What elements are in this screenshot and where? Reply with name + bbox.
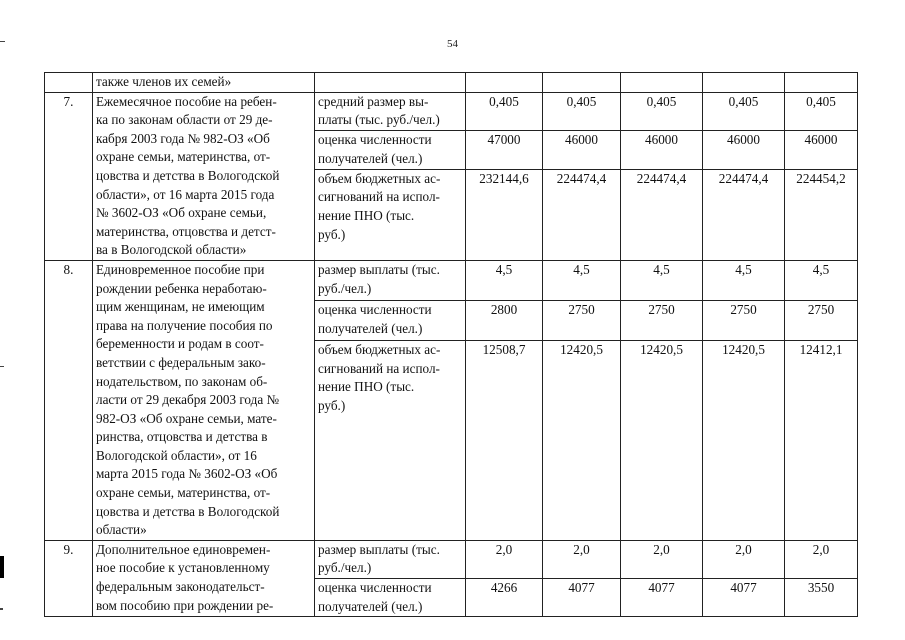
- benefit-name-line: 982-ОЗ «Об охране семьи, мате-: [96, 410, 277, 426]
- indicator-line: получателей (чел.): [318, 150, 423, 166]
- value-cell: 47000: [466, 131, 543, 170]
- value-cell: 12412,1: [785, 341, 858, 541]
- indicator-line: оценка численности: [318, 580, 432, 596]
- value-cell: 2,0: [621, 540, 703, 578]
- table-body: [45, 73, 858, 617]
- indicator-line: объем бюджетных ас-: [318, 342, 441, 358]
- value-cell: 224474,4: [703, 169, 785, 260]
- benefit-name-line: Единовременное пособие при: [96, 261, 265, 277]
- benefit-name-line: охране семьи, материнства, от-: [96, 149, 271, 165]
- indicator-line: руб.): [318, 226, 346, 242]
- benefit-name-line: нодательством, по законам об-: [96, 373, 268, 389]
- indicator-cell: [315, 73, 466, 93]
- benefit-name-line: кабря 2003 года № 982-ОЗ «Об: [96, 130, 270, 146]
- benefit-name-line: ва в Вологодской области»: [96, 242, 247, 258]
- indicator-line: сигнований на испол-: [318, 189, 440, 205]
- benefit-name-line: права на получение пособия по: [96, 317, 273, 333]
- benefit-name-line: охране семьи, материнства, от-: [96, 485, 271, 501]
- benefit-name-line: области»: [96, 522, 147, 538]
- benefit-name-line: щим женщинам, не имеющим: [96, 299, 265, 315]
- value-cell: 4,5: [543, 260, 621, 300]
- value-cell: 0,405: [543, 92, 621, 131]
- value-cell: 46000: [703, 131, 785, 170]
- benefit-name-cell: также членов их семей»: [93, 73, 315, 93]
- value-cell: [703, 73, 785, 93]
- indicator-cell: [315, 169, 466, 260]
- indicator-line: сигнований на испол-: [318, 360, 440, 376]
- value-cell: 4,5: [621, 260, 703, 300]
- value-cell: 2,0: [543, 540, 621, 578]
- value-cell: 2,0: [466, 540, 543, 578]
- benefit-name-cell: [93, 540, 315, 616]
- value-cell: 224474,4: [543, 169, 621, 260]
- benefit-name-line: ласти от 29 декабря 2003 года №: [96, 392, 280, 408]
- indicator-line: руб.): [318, 397, 346, 413]
- value-cell: 224454,2: [785, 169, 858, 260]
- value-cell: [466, 73, 543, 93]
- indicator-line: оценка численности: [318, 132, 432, 148]
- value-cell: 2,0: [785, 540, 858, 578]
- table-row: [45, 540, 858, 578]
- indicator-line: нение ПНО (тыс.: [318, 208, 415, 224]
- number-cell: [45, 73, 93, 93]
- indicator-cell: [315, 260, 466, 300]
- value-cell: 4266: [466, 579, 543, 617]
- indicator-cell: [315, 92, 466, 131]
- indicator-line: нение ПНО (тыс.: [318, 379, 415, 395]
- indicator-cell: [315, 131, 466, 170]
- benefit-name-line: Ежемесячное пособие на ребен-: [96, 93, 277, 109]
- indicator-line: платы (тыс. руб./чел.): [318, 112, 440, 128]
- value-cell: [785, 73, 858, 93]
- indicator-line: размер выплаты (тыс.: [318, 541, 440, 557]
- value-cell: 2800: [466, 301, 543, 341]
- value-cell: 4077: [621, 579, 703, 617]
- benefit-name-line: ка по законам области от 29 де-: [96, 112, 273, 128]
- benefit-name-line: материнства, отцовства и детст-: [96, 223, 276, 239]
- benefit-name-line: цовства и детства в Вологодской: [96, 167, 280, 183]
- benefit-name-line: области», от 16 марта 2015 года: [96, 186, 275, 202]
- value-cell: 0,405: [466, 92, 543, 131]
- value-cell: 4,5: [703, 260, 785, 300]
- benefit-name-line: рождении ребенка неработаю-: [96, 280, 267, 296]
- indicator-line: оценка численности: [318, 302, 432, 318]
- indicator-cell: [315, 540, 466, 578]
- benefit-name-line: федеральным законодательст-: [96, 579, 265, 595]
- value-cell: 2750: [543, 301, 621, 341]
- benefit-name-line: Вологодской области», от 16: [96, 447, 257, 463]
- benefit-name-line: ринства, отцовства и детства в: [96, 429, 268, 445]
- row-number: 8.: [45, 260, 93, 540]
- indicator-line: объем бюджетных ас-: [318, 170, 441, 186]
- benefit-name-line: марта 2015 года № 3602-ОЗ «Об: [96, 466, 278, 482]
- benefit-name-line: ветствии с федеральным зако-: [96, 354, 266, 370]
- value-cell: 4,5: [785, 260, 858, 300]
- value-cell: 0,405: [785, 92, 858, 131]
- benefit-name-line: № 3602-ОЗ «Об охране семьи,: [96, 205, 267, 221]
- value-cell: 224474,4: [621, 169, 703, 260]
- value-cell: 0,405: [703, 92, 785, 131]
- benefit-name-line: вом пособию при рождении ре-: [96, 597, 274, 613]
- indicator-line: получателей (чел.): [318, 598, 423, 614]
- value-cell: [621, 73, 703, 93]
- value-cell: 4,5: [466, 260, 543, 300]
- left-edge-mark: [0, 608, 3, 610]
- value-cell: 2,0: [703, 540, 785, 578]
- left-edge-mark: [0, 366, 4, 367]
- value-cell: 2750: [703, 301, 785, 341]
- benefit-name-cell: [93, 92, 315, 260]
- row-number: 9.: [45, 540, 93, 616]
- row-number: 7.: [45, 92, 93, 260]
- left-edge-mark: [0, 556, 4, 578]
- value-cell: 12420,5: [703, 341, 785, 541]
- value-cell: 4077: [703, 579, 785, 617]
- value-cell: 12420,5: [621, 341, 703, 541]
- value-cell: 12420,5: [543, 341, 621, 541]
- benefits-table: [44, 72, 858, 617]
- indicator-line: руб./чел.): [318, 560, 372, 576]
- value-cell: 4077: [543, 579, 621, 617]
- value-cell: 2750: [785, 301, 858, 341]
- indicator-line: средний размер вы-: [318, 93, 429, 109]
- indicator-cell: [315, 301, 466, 341]
- value-cell: 46000: [543, 131, 621, 170]
- page-number: 54: [447, 38, 458, 50]
- benefit-name-line: цовства и детства в Вологодской: [96, 503, 280, 519]
- indicator-line: руб./чел.): [318, 280, 372, 296]
- value-cell: 3550: [785, 579, 858, 617]
- left-edge-mark: [0, 41, 5, 42]
- indicator-line: размер выплаты (тыс.: [318, 261, 440, 277]
- table-row: [45, 92, 858, 131]
- continuation-row: [45, 73, 858, 93]
- benefit-name-line: Дополнительное единовремен-: [96, 541, 271, 557]
- value-cell: 232144,6: [466, 169, 543, 260]
- indicator-cell: [315, 341, 466, 541]
- value-cell: [543, 73, 621, 93]
- value-cell: 46000: [785, 131, 858, 170]
- value-cell: 2750: [621, 301, 703, 341]
- table-row: [45, 260, 858, 300]
- benefit-name-cell: [93, 260, 315, 540]
- benefit-name-line: ное пособие к установленному: [96, 560, 270, 576]
- value-cell: 12508,7: [466, 341, 543, 541]
- indicator-line: получателей (чел.): [318, 320, 423, 336]
- value-cell: 0,405: [621, 92, 703, 131]
- benefit-name-line: беременности и родам в соот-: [96, 336, 264, 352]
- value-cell: 46000: [621, 131, 703, 170]
- indicator-cell: [315, 579, 466, 617]
